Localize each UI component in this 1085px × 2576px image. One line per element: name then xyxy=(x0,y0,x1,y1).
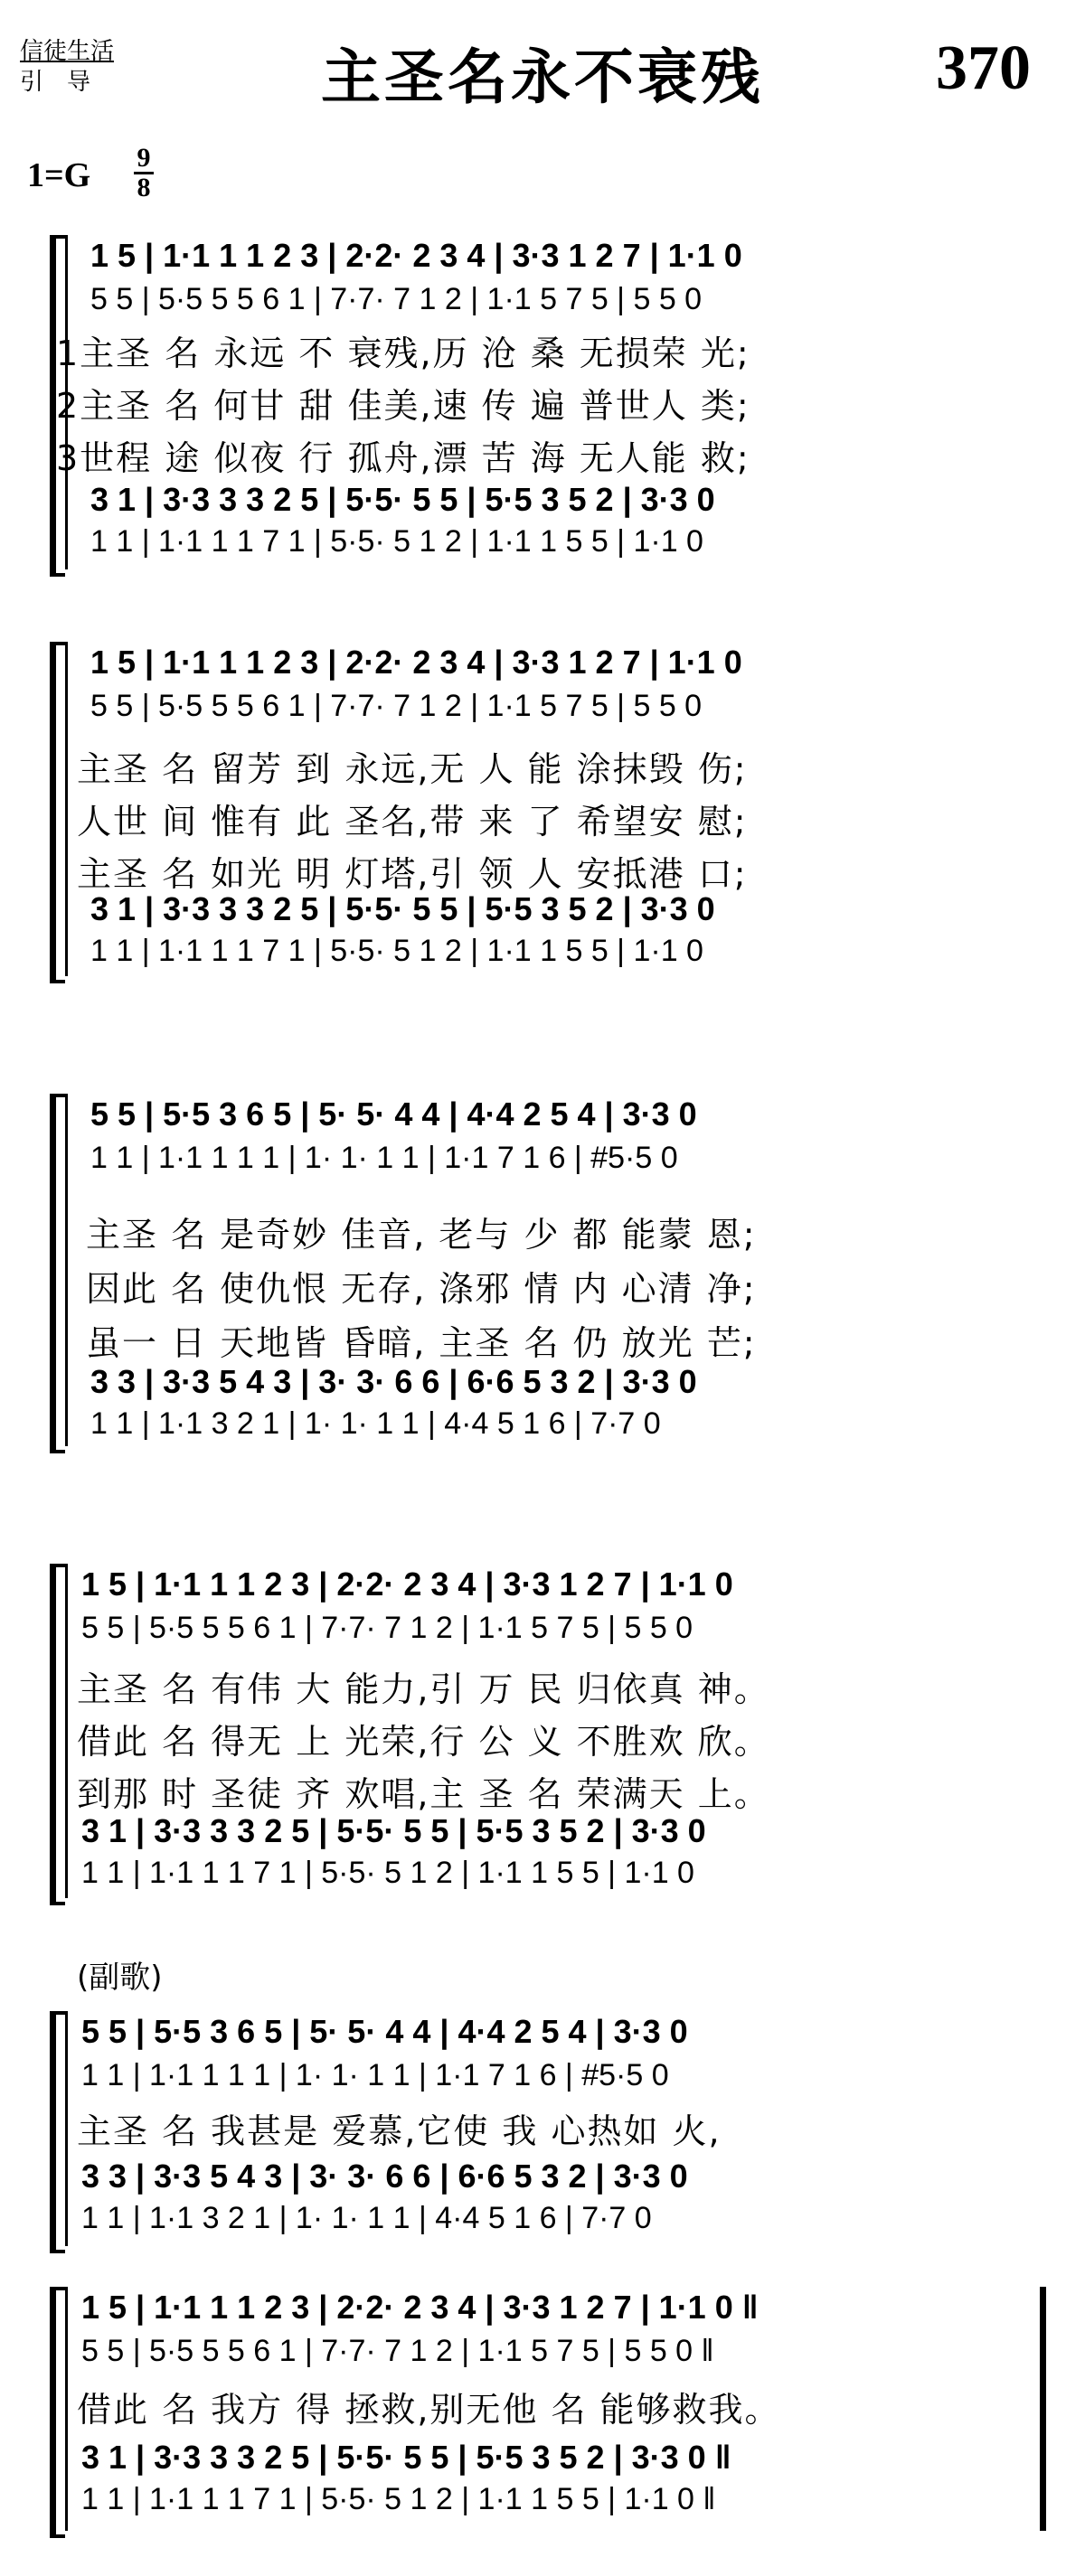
alto-line: 1 1 | 1·1 1 1 1 | 1· 1· 1 1 | 1·1 7 1 6 | #5·5 0 xyxy=(81,2058,669,2092)
melody-line: 1 5 | 1·1 1 1 2 3 | 2·2· 2 3 4 | 3·3 1 2 7 | 1·1 0 ‖ xyxy=(81,2289,759,2326)
alto-line: 1 1 | 1·1 1 1 1 | 1· 1· 1 1 | 1·1 7 1 6 | #5·5 0 xyxy=(90,1141,678,1175)
category-line-1: 信徒生活 xyxy=(20,38,115,65)
lyric-verse-2: 因此 名 使仇恨 无存, 涤邪 情 内 心清 净; xyxy=(86,1269,757,1309)
chorus-system-2 xyxy=(0,2278,1085,2549)
hymn-number: 370 xyxy=(936,33,1031,103)
lyric-verse-3: 虽一 日 天地皆 昏暗, 主圣 名 仍 放光 芒; xyxy=(86,1323,757,1363)
bass-line: 1 1 | 1·1 3 2 1 | 1· 1· 1 1 | 4·4 5 1 6 | 7·7 0 xyxy=(90,1406,661,1441)
system-brace-inner xyxy=(65,1564,68,1898)
tenor-line: 3 1 | 3·3 3 3 2 5 | 5·5· 5 5 | 5·5 3 5 2 | 3·3 0 ‖ xyxy=(81,2439,731,2476)
score-system-2 xyxy=(0,633,1085,994)
system-brace xyxy=(50,2011,65,2253)
melody-line: 5 5 | 5·5 3 6 5 | 5· 5· 4 4 | 4·4 2 5 4 | 3·3 0 xyxy=(81,2013,688,2050)
system-brace-inner xyxy=(65,2011,68,2246)
score-system-3 xyxy=(0,1085,1085,1464)
alto-line: 5 5 | 5·5 5 5 6 1 | 7·7· 7 1 2 | 1·1 5 7 5 | 5 5 0 ‖ xyxy=(81,2334,714,2368)
lyric-verse-2: 人世 间 惟有 此 圣名,带 来 了 希望安 慰; xyxy=(77,802,748,841)
system-brace-inner xyxy=(65,642,68,976)
bass-line: 1 1 | 1·1 1 1 7 1 | 5·5· 5 1 2 | 1·1 1 5 5 | 1·1 0 xyxy=(90,934,703,968)
system-brace xyxy=(50,1094,65,1453)
hymn-title: 主圣名永不衰残 xyxy=(321,42,764,112)
bass-line: 1 1 | 1·1 3 2 1 | 1· 1· 1 1 | 4·4 5 1 6 | 7·7 0 xyxy=(81,2201,652,2235)
alto-line: 5 5 | 5·5 5 5 6 1 | 7·7· 7 1 2 | 1·1 5 7 5 | 5 5 0 xyxy=(90,689,703,723)
tenor-line: 3 1 | 3·3 3 3 2 5 | 5·5· 5 5 | 5·5 3 5 2 | 3·3 0 xyxy=(90,890,715,927)
final-barline xyxy=(1040,2287,1046,2531)
tenor-line: 3 1 | 3·3 3 3 2 5 | 5·5· 5 5 | 5·5 3 5 2 | 3·3 0 xyxy=(81,1812,706,1849)
chorus-label: (副歌) xyxy=(77,1960,163,1996)
tenor-line: 3 3 | 3·3 5 4 3 | 3· 3· 6 6 | 6·6 5 3 2 | 3·3 0 xyxy=(90,1363,697,1400)
melody-line: 1 5 | 1·1 1 1 2 3 | 2·2· 2 3 4 | 3·3 1 2 7 | 1·1 0 xyxy=(90,237,742,274)
lyric-verse-2: 借此 名 得无 上 光荣,行 公 义 不胜欢 欣。 xyxy=(77,1722,770,1762)
time-bottom: 8 xyxy=(137,173,151,202)
time-signature xyxy=(134,145,154,202)
lyric-verse-3: 主圣 名 如光 明 灯塔,引 领 人 安抵港 口; xyxy=(77,854,748,894)
system-brace-inner xyxy=(65,1094,68,1446)
lyric-verse-3: 3世程 途 似夜 行 孤舟,漂 苦 海 无人能 救; xyxy=(56,438,750,478)
lyric-verse-2: 2主圣 名 何甘 甜 佳美,速 传 遍 普世人 类; xyxy=(56,386,750,426)
lyric-verse-1: 主圣 名 是奇妙 佳音, 老与 少 都 能蒙 恩; xyxy=(86,1215,757,1255)
time-top: 9 xyxy=(137,143,151,173)
system-brace xyxy=(50,2287,65,2538)
score-system-4 xyxy=(0,1555,1085,1916)
tenor-line: 3 1 | 3·3 3 3 2 5 | 5·5· 5 5 | 5·5 3 5 2 | 3·3 0 xyxy=(90,481,715,518)
score-system-1 xyxy=(0,226,1085,588)
melody-line: 1 5 | 1·1 1 1 2 3 | 2·2· 2 3 4 | 3·3 1 2 7 | 1·1 0 xyxy=(81,1565,733,1603)
bass-line: 1 1 | 1·1 1 1 7 1 | 5·5· 5 1 2 | 1·1 1 5 5 | 1·1 0 ‖ xyxy=(81,2482,716,2516)
chorus-lyric-2: 借此 名 我方 得 拯救,别无他 名 能够救我。 xyxy=(77,2390,781,2430)
alto-line: 5 5 | 5·5 5 5 6 1 | 7·7· 7 1 2 | 1·1 5 7 5 | 5 5 0 xyxy=(90,282,703,316)
lyric-verse-1: 1主圣 名 永远 不 衰残,历 沧 桑 无损荣 光; xyxy=(56,334,750,373)
lyric-verse-1: 主圣 名 留芳 到 永远,无 人 能 涂抹毁 伤; xyxy=(77,749,748,789)
system-brace-inner xyxy=(65,2287,68,2531)
bass-line: 1 1 | 1·1 1 1 7 1 | 5·5· 5 1 2 | 1·1 1 5 5 | 1·1 0 xyxy=(81,1856,694,1890)
chorus-lyric-1: 主圣 名 我甚是 爱慕,它使 我 心热如 火, xyxy=(77,2111,722,2151)
system-brace xyxy=(50,1564,65,1905)
category-line-2: 引 导 xyxy=(20,69,91,96)
key-signature: 1=G xyxy=(27,156,91,194)
lyric-verse-1: 主圣 名 有伟 大 能力,引 万 民 归依真 神。 xyxy=(77,1669,770,1709)
melody-line: 1 5 | 1·1 1 1 2 3 | 2·2· 2 3 4 | 3·3 1 2 7 | 1·1 0 xyxy=(90,644,742,681)
system-brace xyxy=(50,642,65,983)
bass-line: 1 1 | 1·1 1 1 7 1 | 5·5· 5 1 2 | 1·1 1 5 5 | 1·1 0 xyxy=(90,524,703,559)
tenor-line: 3 3 | 3·3 5 4 3 | 3· 3· 6 6 | 6·6 5 3 2 | 3·3 0 xyxy=(81,2158,688,2195)
lyric-verse-3: 到那 时 圣徒 齐 欢唱,主 圣 名 荣满天 上。 xyxy=(77,1774,770,1814)
chorus-system-1 xyxy=(0,2002,1085,2264)
alto-line: 5 5 | 5·5 5 5 6 1 | 7·7· 7 1 2 | 1·1 5 7 5 | 5 5 0 xyxy=(81,1611,693,1645)
melody-line: 5 5 | 5·5 3 6 5 | 5· 5· 4 4 | 4·4 2 5 4 | 3·3 0 xyxy=(90,1095,697,1133)
